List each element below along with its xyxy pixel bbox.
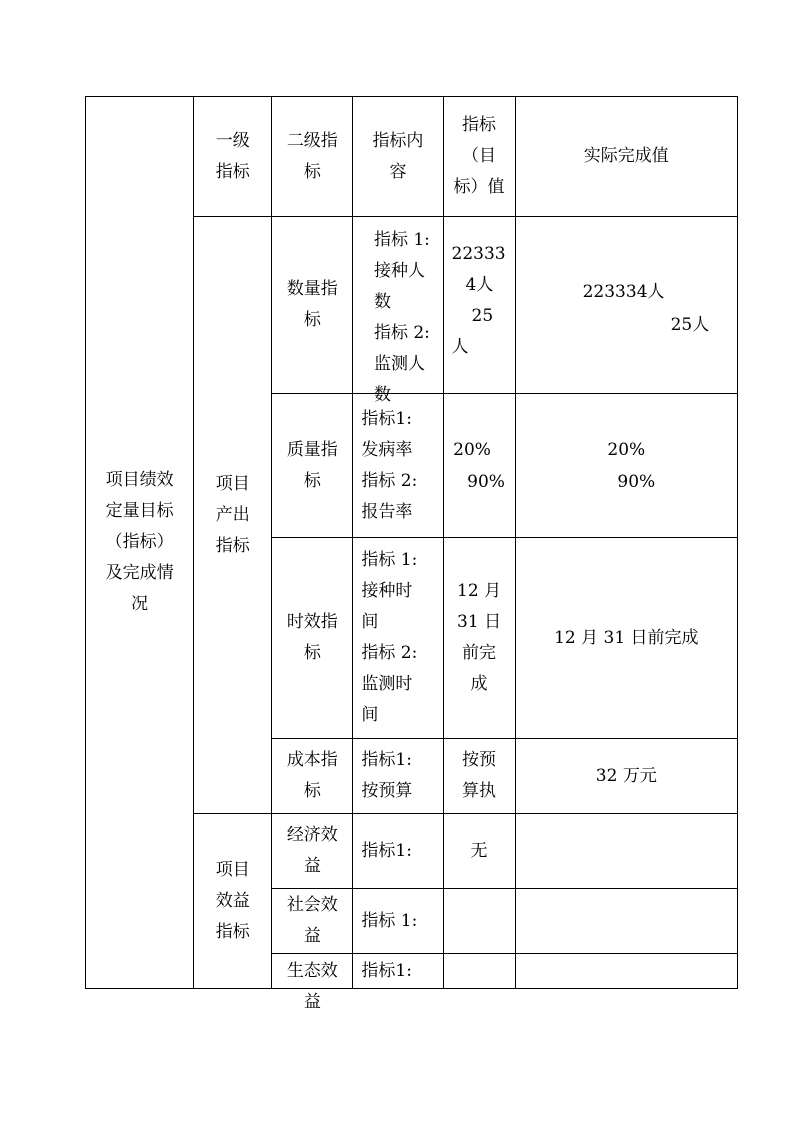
cost-actual-cell [515, 739, 737, 814]
quality-target-line2: 90% [467, 471, 505, 492]
cost-target: 按预 算执 [462, 750, 497, 801]
quantity-actual-line1: 223334人 [582, 282, 665, 302]
timeliness-level2: 时效指 标 [286, 612, 338, 663]
economic-content-cell [353, 814, 443, 889]
cost-content: 指标1: 按预算 [361, 750, 413, 801]
social-level2-cell [272, 889, 353, 954]
section-label-cell [86, 97, 194, 989]
social-target-cell [443, 889, 515, 954]
social-content-cell [353, 889, 443, 954]
ecological-level2: 生态效 益 [286, 961, 338, 1012]
quality-actual-cell [515, 394, 737, 538]
quantity-level2: 数量指 标 [286, 279, 338, 330]
quality-target-line1: 20% [453, 439, 491, 460]
output-group-label: 项目 产出 指标 [215, 473, 250, 556]
performance-table [85, 96, 738, 1012]
cost-content-cell [353, 739, 443, 814]
ecological-target-cell [443, 954, 515, 989]
header-target-text: 指标 （目 标）值 [453, 115, 505, 197]
quality-actual-line1: 20% [607, 439, 646, 460]
cost-actual: 32 万元 [595, 765, 657, 786]
header-actual [515, 97, 737, 217]
quantity-target-cell [443, 217, 515, 394]
timeliness-target-cell [443, 538, 515, 739]
ecological-content: 指标1: [361, 960, 412, 981]
quality-level2-cell [272, 394, 353, 538]
benefit-group-label: 项目 效益 指标 [215, 859, 250, 942]
economic-target-cell [443, 814, 515, 889]
benefit-group-cell [194, 814, 272, 989]
header-content [353, 97, 443, 217]
output-group-cell [194, 217, 272, 814]
quantity-content: 指标 1: 接种人 数 指标 2: 监测人 数 [373, 230, 430, 405]
quantity-content-cell [353, 217, 443, 405]
quality-content: 指标1: 发病率 指标 2: 报告率 [361, 408, 418, 522]
quantity-level2-cell [272, 217, 353, 394]
header-level1-text: 一级 指标 [215, 130, 250, 182]
timeliness-actual: 12 月 31 日前完成 [554, 627, 699, 648]
social-actual-cell [515, 889, 737, 954]
timeliness-content-cell [353, 538, 443, 739]
ecological-content-cell [353, 954, 443, 989]
cost-level2: 成本指 标 [286, 750, 338, 801]
economic-target: 无 [470, 840, 488, 861]
timeliness-actual-cell [515, 538, 737, 739]
quality-actual-line2: 90% [617, 471, 656, 492]
header-level1 [194, 97, 272, 217]
quantity-target-line1: 22333 [451, 244, 506, 264]
timeliness-target: 12 月 31 日 前完 成 [457, 581, 502, 694]
economic-level2: 经济效 益 [286, 825, 338, 876]
quantity-target-line4: 人 [451, 337, 469, 357]
social-level2: 社会效 益 [286, 895, 338, 946]
ecological-actual-cell [515, 954, 737, 989]
header-row [86, 97, 738, 217]
header-target [443, 97, 515, 217]
header-level2 [272, 97, 353, 217]
quantity-target-line3: 25 [471, 306, 494, 326]
timeliness-content: 指标 1: 接种时 间 指标 2: 监测时 间 [361, 550, 418, 725]
header-content-text: 指标内 容 [372, 130, 424, 182]
social-content: 指标 1: [361, 910, 418, 931]
header-level2-text: 二级指 标 [286, 130, 338, 182]
economic-level2-cell [272, 814, 353, 889]
quantity-actual-line2: 25人 [670, 315, 710, 335]
cost-level2-cell [272, 739, 353, 814]
ecological-level2-cell [272, 954, 353, 1012]
timeliness-level2-cell [272, 538, 353, 739]
section-label: 项目绩效 定量目标 （指标） 及完成情 况 [105, 470, 174, 614]
quality-target-cell [443, 394, 515, 538]
quality-content-cell [353, 394, 443, 538]
quantity-actual-cell [515, 217, 737, 394]
quantity-target-line2: 4人 [465, 275, 494, 295]
economic-content: 指标1: [361, 840, 412, 861]
economic-actual-cell [515, 814, 737, 889]
header-actual-text: 实际完成值 [583, 146, 669, 166]
quality-level2: 质量指 标 [286, 439, 338, 491]
cost-target-cell [443, 739, 515, 814]
